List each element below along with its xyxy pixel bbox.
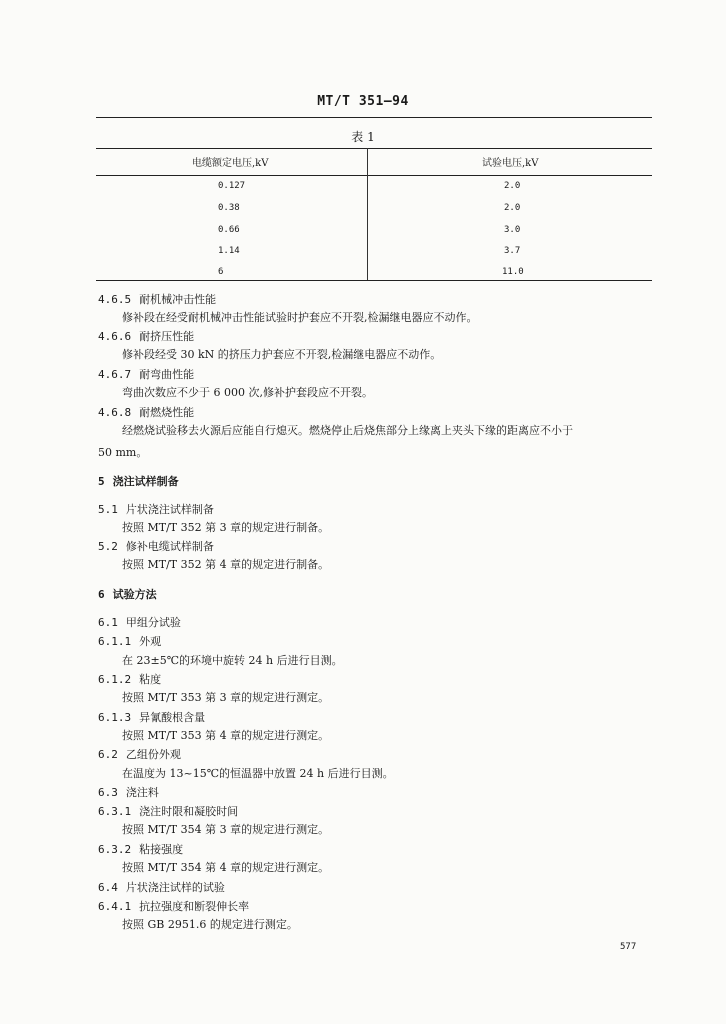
section-6-1-2-heading: 6.1.2 粘度: [98, 673, 162, 686]
section-4-6-8-text-cont: 50 mm。: [98, 446, 148, 459]
section-6-1-3-text: 按照 MT/T 353 第 4 章的规定进行测定。: [122, 729, 330, 742]
table-cell: 1.14: [218, 246, 240, 256]
section-5-heading: 5 浇注试样制备: [98, 475, 179, 488]
section-4-6-6-text: 修补段经受 30 kN 的挤压力护套应不开裂,检漏继电器应不动作。: [122, 348, 442, 361]
section-6-1-1-text: 在 23±5℃的环境中旋转 24 h 后进行目测。: [122, 654, 343, 667]
table-header-rule: [96, 175, 652, 176]
section-4-6-8-text: 经燃烧试验移去火源后应能自行熄灭。燃烧停止后烧焦部分上缘离上夹头下缘的距离应不小于: [122, 424, 573, 437]
section-5-1-heading: 5.1 片状浇注试样制备: [98, 503, 214, 516]
section-6-2-heading: 6.2 乙组份外观: [98, 748, 181, 761]
table-cell: 0.127: [218, 181, 246, 191]
section-4-6-6-heading: 4.6.6 耐挤压性能: [98, 330, 195, 343]
section-5-2-heading: 5.2 修补电缆试样制备: [98, 540, 214, 553]
section-6-1-2-text: 按照 MT/T 353 第 3 章的规定进行测定。: [122, 691, 330, 704]
table-cell: 6: [218, 267, 224, 277]
table-cell: 2.0: [504, 181, 521, 191]
section-6-1-heading: 6.1 甲组分试验: [98, 616, 181, 629]
section-5-1-text: 按照 MT/T 352 第 3 章的规定进行制备。: [122, 521, 330, 534]
table-cell: 2.0: [504, 203, 521, 213]
section-5-2-text: 按照 MT/T 352 第 4 章的规定进行制备。: [122, 558, 330, 571]
section-6-3-2-heading: 6.3.2 粘接强度: [98, 843, 184, 856]
section-6-heading: 6 试验方法: [98, 588, 157, 601]
section-6-4-1-text: 按照 GB 2951.6 的规定进行测定。: [122, 918, 298, 931]
section-6-3-2-text: 按照 MT/T 354 第 4 章的规定进行测定。: [122, 861, 330, 874]
table-cell: 0.66: [218, 225, 240, 235]
header-rule: [96, 117, 652, 118]
table-cell: 0.38: [218, 203, 240, 213]
page-header: MT/T 351—94: [317, 94, 409, 109]
section-6-1-1-heading: 6.1.1 外观: [98, 635, 162, 648]
section-4-6-8-heading: 4.6.8 耐燃烧性能: [98, 406, 195, 419]
table-header-test-voltage: 试验电压,kV: [482, 158, 539, 169]
table-header-voltage-rating: 电缆额定电压,kV: [192, 158, 269, 169]
section-6-3-1-text: 按照 MT/T 354 第 3 章的规定进行测定。: [122, 823, 330, 836]
section-6-4-1-heading: 6.4.1 抗拉强度和断裂伸长率: [98, 900, 250, 913]
table-cell: 3.7: [504, 246, 521, 256]
page-number: 577: [620, 942, 637, 952]
section-4-6-5-heading: 4.6.5 耐机械冲击性能: [98, 293, 217, 306]
table-top-rule: [96, 148, 652, 149]
section-4-6-7-text: 弯曲次数应不少于 6 000 次,修补护套段应不开裂。: [122, 386, 373, 399]
section-6-3-1-heading: 6.3.1 浇注时限和凝胶时间: [98, 805, 239, 818]
section-4-6-7-heading: 4.6.7 耐弯曲性能: [98, 368, 195, 381]
section-4-6-5-text: 修补段在经受耐机械冲击性能试验时护套应不开裂,检漏继电器应不动作。: [122, 311, 478, 324]
table-cell: 11.0: [502, 267, 524, 277]
section-6-2-text: 在温度为 13~15℃的恒温器中放置 24 h 后进行目测。: [122, 767, 394, 780]
table-column-divider: [367, 148, 368, 280]
section-6-1-3-heading: 6.1.3 异氰酸根含量: [98, 711, 206, 724]
section-6-4-heading: 6.4 片状浇注试样的试验: [98, 881, 225, 894]
table-cell: 3.0: [504, 225, 521, 235]
section-6-3-heading: 6.3 浇注料: [98, 786, 159, 799]
table-bottom-rule: [96, 280, 652, 281]
table-caption: 表 1: [351, 130, 375, 144]
